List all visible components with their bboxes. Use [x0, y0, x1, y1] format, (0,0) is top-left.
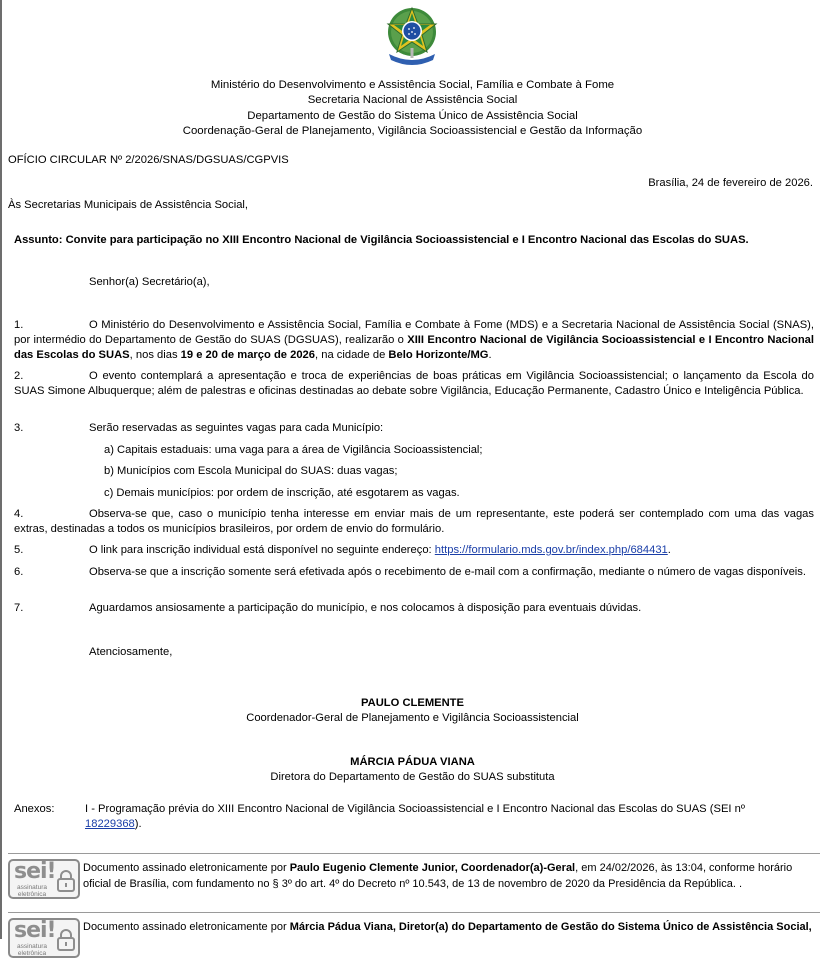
- letterhead-ministry: Ministério do Desenvolvimento e Assistência Social, Família e Combate à Fome: [210, 79, 615, 91]
- subject-line: Assunto: Convite para participação no XIII Encontro Nacional de Vigilância Socioassistencial e I Encontro Nacional das Escolas do SUAS.: [14, 234, 749, 246]
- sei-logo-text: sei!: [14, 859, 56, 884]
- vacancy-item-a: a) Capitais estaduais: uma vaga para a área de Vigilância Socioassistencial;: [104, 444, 483, 456]
- signer-name: Márcia Pádua Viana, Diretor(a) do Departamento de Gestão do Sistema Único de Assistência Social,: [289, 921, 812, 933]
- electronic-signature-1: [8, 859, 820, 903]
- paragraph-2: [14, 369, 814, 399]
- signatory-title: Coordenador-Geral de Planejamento e Vigilância Socioassistencial: [246, 712, 579, 724]
- greeting: Senhor(a) Secretário(a),: [89, 276, 210, 288]
- paragraph-text: Observa-se que a inscrição somente será efetivada após o recebimento de e-mail com a confirmação, mediante o número de vagas disponíveis.: [89, 566, 806, 578]
- document-date: Brasília, 24 de fevereiro de 2026.: [648, 177, 813, 189]
- paragraph-text: Observa-se que, caso o município tenha interesse em enviar mais de um representante, este poderá ser contemplado com uma das vagas extras, destinadas a todos os municípios brasileiros, por ordem de envio do formulário.: [14, 508, 814, 535]
- vacancy-item-b: b) Municípios com Escola Municipal do SUAS: duas vagas;: [104, 465, 398, 477]
- annex-text: I - Programação prévia do XIII Encontro Nacional de Vigilância Socioassistencial e I Encontro Nacional das Escolas do SUAS (SEI nº: [85, 803, 745, 815]
- lock-icon: [56, 869, 76, 893]
- signature-prefix: Documento assinado eletronicamente por: [83, 862, 290, 874]
- letterhead-secretariat: Secretaria Nacional de Assistência Social: [307, 94, 518, 107]
- event-city: Belo Horizonte/MG: [388, 349, 489, 361]
- paragraph-5: [14, 543, 814, 558]
- letterhead-coordination: Coordenação-Geral de Planejamento, Vigilância Socioassistencial e Gestão da Informação: [182, 125, 643, 138]
- paragraph-text: Serão reservadas as seguintes vagas para cada Município:: [89, 422, 384, 434]
- separator: [8, 912, 820, 913]
- annex-sei-link[interactable]: 18229368: [85, 818, 135, 830]
- signatory-title: Diretora do Departamento de Gestão do SUAS substituta: [270, 771, 555, 783]
- paragraph-number: 4.: [14, 508, 24, 520]
- paragraph-7: [14, 601, 814, 616]
- sei-logo-subtitle: assinatura eletrônica: [17, 884, 47, 898]
- paragraph-number: 7.: [14, 602, 24, 614]
- paragraph-text: O evento contemplará a apresentação e troca de experiências de boas práticas em Vigilância Socioassistencial; o lançamento da Escola do SUAS Simone Albuquerque; além de palestras e oficinas destinadas ao debate sobre Vigilância, Educação Permanente, Cadastro Único e Inteligência Pública.: [14, 370, 814, 397]
- paragraph-number: 6.: [14, 566, 24, 578]
- electronic-signature-2: [8, 918, 820, 962]
- vacancy-item-c: c) Demais municípios: por ordem de inscrição, até esgotarem as vagas.: [104, 487, 460, 499]
- lock-icon: [56, 928, 76, 952]
- addressee: Às Secretarias Municipais de Assistência Social,: [8, 199, 249, 211]
- annex-text-end: ).: [134, 818, 142, 830]
- registration-link[interactable]: https://formulario.mds.gov.br/index.php/684431: [434, 544, 668, 556]
- paragraph-number: 5.: [14, 544, 24, 556]
- signature-details: , em 24/02/2026, às 13:04, conforme horário oficial de Brasília, com fundamento no § 3º do art. 4º do Decreto nº 10.543, de 13 de novembro de 2020 da Presidência da República. .: [83, 862, 793, 890]
- paragraph-text: .: [667, 544, 671, 556]
- closing: Atenciosamente,: [89, 646, 173, 658]
- sei-logo-text: sei!: [14, 918, 56, 943]
- paragraph-text: O Ministério do Desenvolvimento e Assistência Social, Família e Combate à Fome (MDS) e a Secretaria Nacional de Assistência Social (SNAS), por intermédio do Departamento de Gestão do SUAS (DGSUAS), realizarão o: [14, 319, 814, 346]
- paragraph-text: O link para inscrição individual está disponível no seguinte endereço:: [89, 544, 435, 556]
- signature-text: [83, 920, 823, 936]
- paragraph-text: Aguardamos ansiosamente a participação do município, e nos colocamos à disposição para eventuais dúvidas.: [89, 602, 642, 614]
- sei-signature-logo[interactable]: [8, 859, 80, 899]
- signature-text: [83, 861, 823, 892]
- document-number: OFÍCIO CIRCULAR Nº 2/2026/SNAS/DGSUAS/CGPVIS: [8, 154, 289, 166]
- event-dates: 19 e 20 de março de 2026: [180, 349, 315, 361]
- signer-name: Paulo Eugenio Clemente Junior, Coordenador(a)-Geral: [289, 862, 576, 874]
- separator: [8, 853, 820, 854]
- letterhead-department: Departamento de Gestão do Sistema Único de Assistência Social: [247, 109, 578, 122]
- signatory-name: MÁRCIA PÁDUA VIANA: [350, 756, 475, 768]
- paragraph-number: 3.: [14, 422, 24, 434]
- paragraph-text: .: [488, 349, 492, 361]
- annexes-label: Anexos:: [14, 803, 55, 815]
- signatory-1: [0, 696, 825, 726]
- letterhead: [0, 78, 825, 140]
- paragraph-3: [14, 421, 814, 436]
- coat-of-arms-icon: [381, 4, 443, 70]
- page-left-border: [0, 0, 2, 939]
- paragraph-text: , na cidade de: [315, 349, 389, 361]
- paragraph-1: [14, 318, 814, 363]
- signature-prefix: Documento assinado eletronicamente por: [83, 921, 290, 933]
- annex-item: [85, 802, 785, 832]
- paragraph-text: , nos dias: [129, 349, 181, 361]
- paragraph-6: [14, 565, 814, 580]
- sei-signature-logo[interactable]: [8, 918, 80, 958]
- paragraph-4: [14, 507, 814, 537]
- signatory-name: PAULO CLEMENTE: [361, 697, 464, 709]
- signatory-2: [0, 755, 825, 785]
- event-name: XIII Encontro Nacional de Vigilância Socioassistencial e I Encontro Nacional das Escolas do SUAS: [14, 334, 814, 361]
- sei-logo-subtitle: assinatura eletrônica: [17, 943, 47, 957]
- paragraph-number: 2.: [14, 370, 24, 382]
- paragraph-number: 1.: [14, 319, 24, 331]
